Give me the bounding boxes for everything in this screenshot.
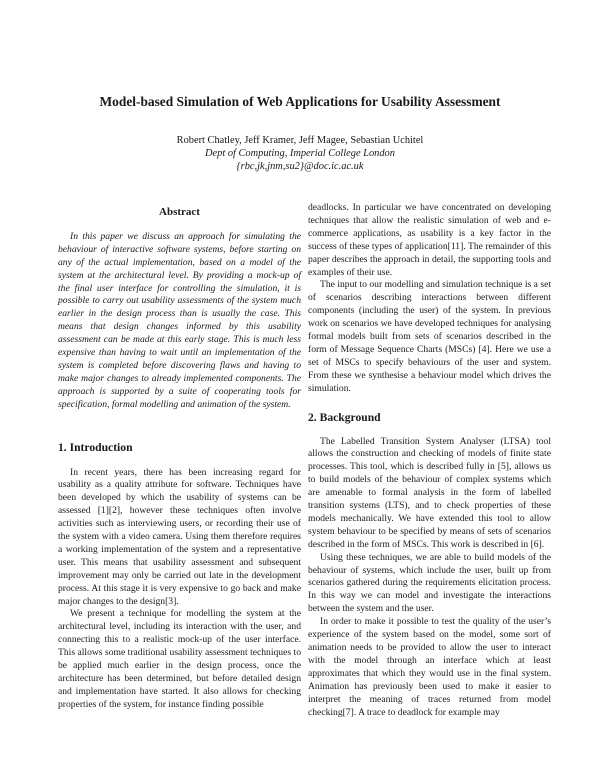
author-email: {rbc,jk,jnm,su2}@doc.ic.ac.uk	[236, 161, 364, 172]
right-column	[308, 202, 551, 719]
author-names: Robert Chatley, Jeff Kramer, Jeff Magee, Sebastian Uchitel	[176, 135, 424, 146]
paragraph: We present a technique for modelling the system at the architectural level, including its interaction with the user, and connecting this to a realistic mock-up of the user interface. This allows some traditional usability assessment techniques to be applied much earlier in the design process, once the architecture has been determined, but before detailed design and implementation have started. It also allows for checking properties of the system, for instance finding possible	[58, 608, 301, 710]
paper-title: Model-based Simulation of Web Applications for Usability Assessment	[99, 94, 501, 109]
paragraph: The Labelled Transition System Analyser (LTSA) tool allows the construction and checking of models of finite state processes. This tool, which is described fully in [5], allows us to build models of the behaviour of complex systems which are amenable to formal analysis in the form of labelled transition systems (LTS), and to check properties of these models mechanically. We have extended this tool to allow system behaviour to be specified by means of sets of scenarios described in the form of MSCs. This work is described in [6].	[308, 435, 551, 550]
abstract-heading: Abstract	[159, 206, 200, 218]
paragraph: In order to make it possible to test the quality of the user’s experience of the system based on the model, some sort of animation needs to be provided to allow the user to interact with the model through an interface which at least approximates that which they would use in the final system. Animation has previously been used to make it easier to interpret the meaning of traces returned from model checking[7]. A trace to deadlock for example may	[308, 616, 551, 718]
section-heading-introduction: 1. Introduction	[58, 440, 133, 454]
abstract-text: In this paper we discuss an approach for simulating the behaviour of interactive software systems, before starting on any of the actual implementation, based on a model of the system at the architectural level. By providing a mock-up of the final user interface for controlling the simulation, it is possible to carry out usability assessments of the system much earlier in the design process than is usually the case. This means that design changes informed by this usability assessment can be made at this early stage. This is much less expensive than having to wait until an implementation of the system is completed before discovering flaws and having to make major changes to already implemented components. The approach is supported by a suite of cooperating tools for specification, formal modelling and animation of the system.	[58, 230, 301, 410]
paragraph: Using these techniques, we are able to build models of the behaviour of systems, which include the user, built up from scenarios gathered during the requirements elicitation process. In this way we can model and investigate the interactions between the system and the user.	[308, 551, 551, 615]
paragraph: In recent years, there has been increasing regard for usability as a quality attribute for software. Techniques have been developed by which the usability of systems can be assessed [1][2], however these techniques often involve activities such as interviewing users, or recording their use of the system with a video camera. Using them therefore requires a working implementation of the system and a representative user. This means that usability assessment and subsequent improvement may only be carried out late in the development process. At this stage it is very expensive to go back and make major changes to the design[3].	[58, 466, 301, 607]
section-heading-background: 2. Background	[308, 410, 381, 424]
author-block	[0, 134, 600, 173]
paragraph: The input to our modelling and simulation technique is a set of scenarios describing interactions between different components (including the user) of the system. In previous work on scenarios we have developed techniques for analysing formal models built from sets of scenarios described in the form of Message Sequence Charts (MSCs) [4]. Here we use a set of MSCs to specify behaviours of the user and system. From these we synthesise a behaviour model which drives the simulation.	[308, 279, 551, 394]
affiliation: Dept of Computing, Imperial College London	[205, 148, 395, 159]
left-column	[58, 202, 301, 712]
paragraph: deadlocks. In particular we have concentrated on developing techniques that allow the realistic simulation of web and e-commerce applications, as usability is a key factor in the success of these types of application[11]. The remainder of this paper describes the approach in detail, the supporting tools and examples of their use.	[308, 202, 551, 278]
